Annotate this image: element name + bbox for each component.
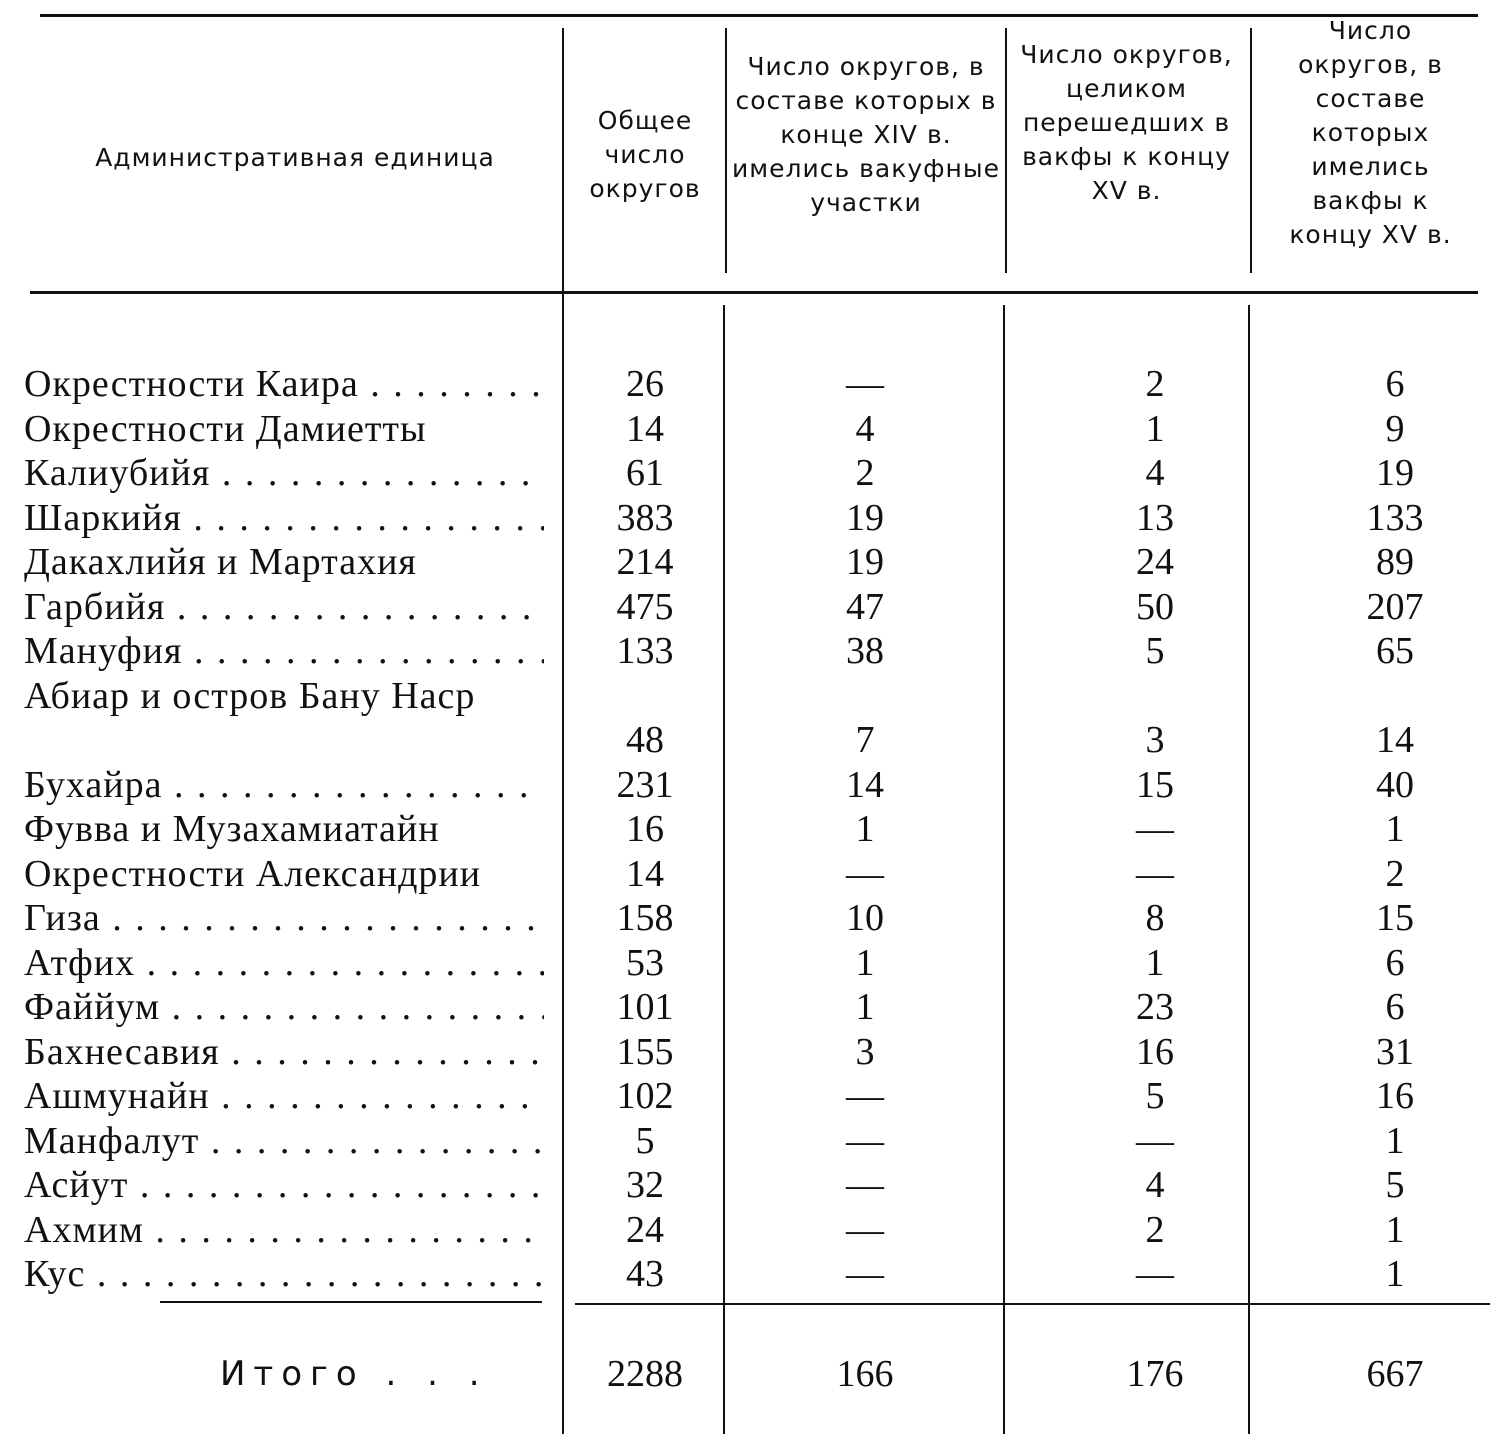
row-cell-total: 14 <box>626 407 664 450</box>
row-cell-waqf-xiv: 47 <box>846 585 884 628</box>
row-cell-partial-xv: 133 <box>1366 496 1424 539</box>
row-cell-total: 102 <box>616 1075 674 1117</box>
header-unit: Административная единица <box>95 143 495 172</box>
row-cell-waqf-xiv: 4 <box>855 407 875 450</box>
row-cell-total: 133 <box>616 630 674 672</box>
row-label: Калиубийя . . . <box>24 451 544 495</box>
header-waqf-xiv: Число округов, в составе которых в конце XIV в. имелись вакуфные участки <box>732 52 1000 217</box>
row-cell-full-xv: 5 <box>1145 630 1165 672</box>
row-cell-waqf-xiv: 38 <box>846 630 884 672</box>
row-cell-waqf-xiv: 1 <box>855 808 875 850</box>
row-label: Шаркийя . . . <box>24 496 544 540</box>
row-cell-partial-xv: 207 <box>1366 585 1424 628</box>
row-cell-waqf-xiv: 7 <box>855 719 875 761</box>
row-cell-partial-xv: 16 <box>1376 1075 1414 1117</box>
header-total: Общее число округов <box>589 106 701 203</box>
row-cell-total: 26 <box>626 363 664 405</box>
row-cell-waqf-xiv: 1 <box>855 941 875 984</box>
row-cell-waqf-xiv: 2 <box>855 452 875 494</box>
row-label: Бахнесавия . . . <box>24 1030 544 1074</box>
row-cell-waqf-xiv: 3 <box>855 1030 875 1073</box>
row-cell-waqf-xiv: — <box>846 1075 884 1117</box>
totals-full-xv: 176 <box>1126 1353 1184 1395</box>
row-cell-partial-xv: 6 <box>1385 986 1405 1028</box>
row-cell-partial-xv: 9 <box>1385 407 1405 450</box>
col-separator-4 <box>1250 28 1252 273</box>
row-label: Ашмунайн . . . <box>24 1074 544 1118</box>
col-separator-3 <box>1005 28 1007 273</box>
row-cell-waqf-xiv: — <box>846 1253 884 1295</box>
row-cell-partial-xv: 19 <box>1376 452 1414 494</box>
row-cell-total: 5 <box>635 1119 655 1162</box>
row-cell-partial-xv: 65 <box>1376 630 1414 672</box>
row-label: Абиар и остров Бану Наср <box>24 674 476 717</box>
totals-total: 2288 <box>607 1353 683 1395</box>
header-bottom-rule <box>30 291 1478 294</box>
header-partial-xv: Число округов, в составе которых имелись вакфы к концу XV в. <box>1289 16 1452 249</box>
row-label: Атфих . . . <box>24 941 544 985</box>
totals-label: Итого . . . <box>220 1354 490 1394</box>
totals-rule-left <box>160 1301 542 1303</box>
row-cell-full-xv: 24 <box>1136 541 1174 583</box>
header-full-xv: Число округов, целиком перешедших в вакфы к концу XV в. <box>1020 40 1233 205</box>
row-label: Окрестности Дамиетты <box>24 407 427 450</box>
row-cell-total: 16 <box>626 808 664 850</box>
row-label: Дакахлийя и Мартахия <box>24 541 417 583</box>
col-separator-3b <box>1003 305 1005 1434</box>
row-cell-total: 24 <box>626 1208 664 1251</box>
row-cell-full-xv: 15 <box>1136 763 1174 806</box>
row-cell-full-xv: 13 <box>1136 496 1174 539</box>
row-cell-full-xv: 2 <box>1145 1208 1165 1251</box>
row-label: Окрестности Александрии <box>24 852 482 895</box>
row-cell-total: 43 <box>626 1253 664 1295</box>
row-cell-full-xv: 5 <box>1145 1075 1165 1117</box>
row-cell-total: 214 <box>616 541 674 583</box>
row-cell-waqf-xiv: 10 <box>846 897 884 939</box>
totals-waqf-xiv: 166 <box>836 1353 894 1395</box>
row-cell-full-xv: 2 <box>1145 363 1165 405</box>
row-cell-waqf-xiv: — <box>846 1119 884 1162</box>
row-cell-full-xv: — <box>1136 852 1174 895</box>
row-cell-partial-xv: 31 <box>1376 1030 1414 1073</box>
row-cell-partial-xv: 89 <box>1376 541 1414 583</box>
col-separator-2b <box>723 305 725 1434</box>
row-cell-full-xv: — <box>1136 1253 1174 1295</box>
row-cell-full-xv: 1 <box>1145 407 1165 450</box>
row-label: Манфалут . . . <box>24 1119 544 1163</box>
row-cell-waqf-xiv: 19 <box>846 496 884 539</box>
row-cell-full-xv: 16 <box>1136 1030 1174 1073</box>
row-cell-total: 475 <box>616 585 674 628</box>
row-cell-partial-xv: 1 <box>1385 808 1405 850</box>
col-separator-4b <box>1248 305 1250 1434</box>
row-cell-total: 155 <box>616 1030 674 1073</box>
row-cell-partial-xv: 6 <box>1385 363 1405 405</box>
row-cell-full-xv: 3 <box>1145 719 1165 761</box>
row-cell-full-xv: 23 <box>1136 986 1174 1028</box>
row-label: Фувва и Музахамиатайн <box>24 808 440 850</box>
row-cell-full-xv: 1 <box>1145 941 1165 984</box>
row-cell-full-xv: 50 <box>1136 585 1174 628</box>
row-cell-total: 53 <box>626 941 664 984</box>
row-cell-partial-xv: 1 <box>1385 1119 1405 1162</box>
row-label: Гиза . . . <box>24 896 544 940</box>
row-label: Файйум . . . <box>24 985 544 1029</box>
totals-rule-right <box>575 1303 1490 1305</box>
row-cell-total: 32 <box>626 1164 664 1206</box>
row-label: Кус . . . <box>24 1252 544 1296</box>
totals-partial-xv: 667 <box>1366 1353 1424 1395</box>
row-label: Ахмим . . . <box>24 1208 544 1252</box>
row-cell-partial-xv: 15 <box>1376 897 1414 939</box>
row-cell-full-xv: — <box>1136 808 1174 850</box>
row-cell-total: 61 <box>626 452 664 494</box>
top-rule <box>40 14 1478 17</box>
row-cell-waqf-xiv: 19 <box>846 541 884 583</box>
row-cell-waqf-xiv: — <box>846 852 884 895</box>
row-cell-total: 101 <box>616 986 674 1028</box>
row-cell-total: 14 <box>626 852 664 895</box>
row-cell-total: 48 <box>626 719 664 761</box>
row-cell-partial-xv: 5 <box>1385 1164 1405 1206</box>
row-cell-waqf-xiv: — <box>846 363 884 405</box>
row-cell-total: 231 <box>616 763 674 806</box>
row-cell-full-xv: 4 <box>1145 1164 1165 1206</box>
row-cell-waqf-xiv: 1 <box>855 986 875 1028</box>
row-label: Мануфия . . . <box>24 629 544 673</box>
row-cell-partial-xv: 2 <box>1385 852 1405 895</box>
row-cell-full-xv: 4 <box>1145 452 1165 494</box>
row-cell-full-xv: — <box>1136 1119 1174 1162</box>
row-cell-waqf-xiv: — <box>846 1208 884 1251</box>
row-label: Бухайра . . . <box>24 763 544 807</box>
row-cell-full-xv: 8 <box>1145 897 1165 939</box>
row-label: Окрестности Каира . . . <box>24 362 544 406</box>
row-cell-partial-xv: 1 <box>1385 1253 1405 1295</box>
row-cell-partial-xv: 40 <box>1376 763 1414 806</box>
col-separator-1 <box>562 28 564 1434</box>
row-cell-partial-xv: 14 <box>1376 719 1414 761</box>
col-separator-2 <box>725 28 727 273</box>
row-cell-waqf-xiv: 14 <box>846 763 884 806</box>
row-cell-total: 383 <box>616 496 674 539</box>
row-cell-partial-xv: 1 <box>1385 1208 1405 1251</box>
row-cell-partial-xv: 6 <box>1385 941 1405 984</box>
row-cell-total: 158 <box>616 897 674 939</box>
row-label: Асйут . . . <box>24 1163 544 1207</box>
row-cell-waqf-xiv: — <box>846 1164 884 1206</box>
row-label: Гарбийя . . . <box>24 585 544 629</box>
